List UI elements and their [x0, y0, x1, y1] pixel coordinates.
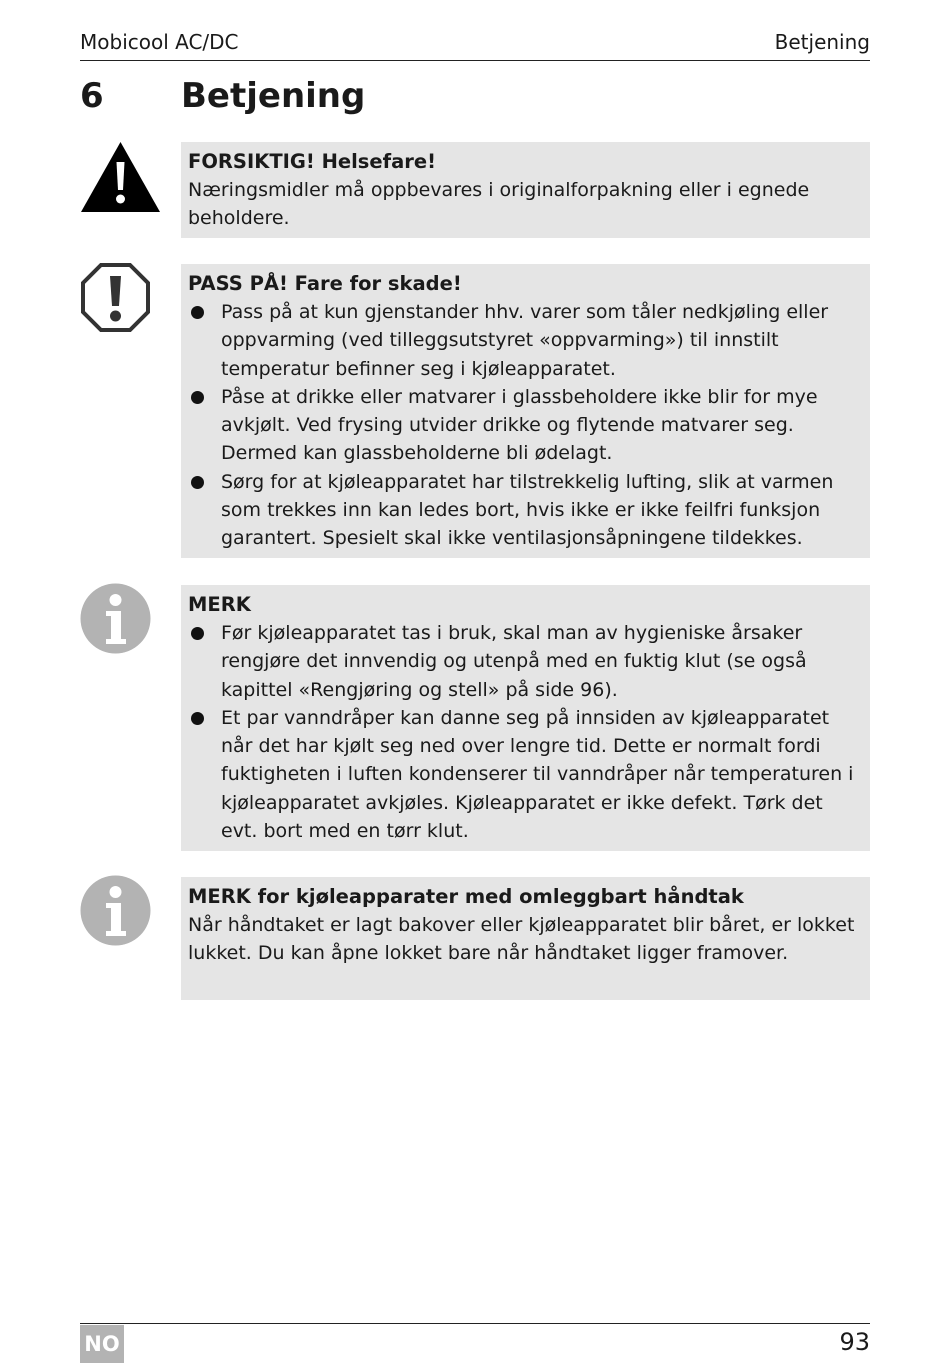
- list-item: [188, 468, 860, 553]
- list-item: [188, 298, 860, 383]
- notice-bullet-list: [188, 298, 860, 553]
- bullet-icon: [191, 627, 204, 640]
- list-item: [188, 619, 860, 704]
- bullet-icon: [191, 476, 204, 489]
- list-item-text: Pass på at kun gjenstander hhv. varer som tåler nedkjøling eller oppvarming (ved tilleggsutstyret «oppvarming») til innstilt temperatur befinner seg i kjøleapparatet.: [221, 301, 829, 380]
- info-icon: [80, 583, 151, 654]
- list-item-text: Før kjøleapparatet tas i bruk, skal man av hygieniske årsaker rengjøre det innvendig og utenpå med en fuktig klut (se også kapittel «Rengjøring og stell» på side 96).: [221, 622, 807, 701]
- list-item-text: Sørg for at kjøleapparatet har tilstrekkelig lufting, slik at varmen som trekkes inn kan ledes bort, hvis ikke er ikke feilfri funksjon garantert. Spesielt skal ikke ventilasjonsåpningene tildekkes.: [221, 470, 834, 550]
- bullet-icon: [191, 391, 204, 404]
- chapter-title: Betjening: [181, 76, 366, 116]
- notice-bullet-list: [188, 619, 860, 845]
- header-section-name: Betjening: [774, 30, 870, 54]
- notice-text: Næringsmidler må oppbevares i originalforpakning eller i egnede beholdere.: [188, 179, 810, 230]
- list-item: [188, 383, 860, 468]
- page-number: 93: [839, 1328, 870, 1356]
- bullet-icon: [191, 712, 204, 725]
- notice-title: PASS PÅ! Fare for skade!: [188, 272, 462, 295]
- notice-text: Når håndtaket er lagt bakover eller kjøleapparatet blir båret, er lokket lukket. Du kan åpne lokket bare når håndtaket ligger framover.: [188, 914, 855, 965]
- list-item: [188, 704, 860, 845]
- notice-note: [181, 585, 870, 851]
- notice-title: FORSIKTIG! Helsefare!: [188, 150, 437, 173]
- header-product-name: Mobicool AC/DC: [80, 30, 239, 54]
- caution-octagon-icon: [80, 262, 151, 333]
- list-item-text: Påse at drikke eller matvarer i glassbeholdere ikke blir for mye avkjølt. Ved frysing utvider drikke og flytende matvarer seg. Dermed kan glassbeholderne bli ødelagt.: [221, 385, 818, 465]
- bullet-icon: [191, 306, 204, 319]
- warning-triangle-icon: [80, 140, 151, 211]
- notice-health-hazard: [181, 142, 870, 238]
- info-icon: [80, 875, 151, 946]
- footer-divider: [80, 1323, 870, 1324]
- notice-handle-note: [181, 877, 870, 1000]
- page-header: [80, 28, 870, 61]
- language-badge: NO: [80, 1325, 124, 1363]
- chapter-number: 6: [80, 76, 104, 116]
- notice-title: MERK for kjøleapparater med omleggbart håndtak: [188, 885, 744, 908]
- list-item-text: Et par vanndråper kan danne seg på innsiden av kjøleapparatet når det har kjølt seg ned over lengre tid. Dette er normalt fordi fuktigheten i luften kondenserer til vanndråper når temperaturen i kjøleapparatet avkjøles. Kjøleapparatet er ikke defekt. Tørk det evt. bort med en tørr klut.: [221, 706, 854, 843]
- notice-title: MERK: [188, 593, 251, 616]
- notice-damage-hazard: [181, 264, 870, 558]
